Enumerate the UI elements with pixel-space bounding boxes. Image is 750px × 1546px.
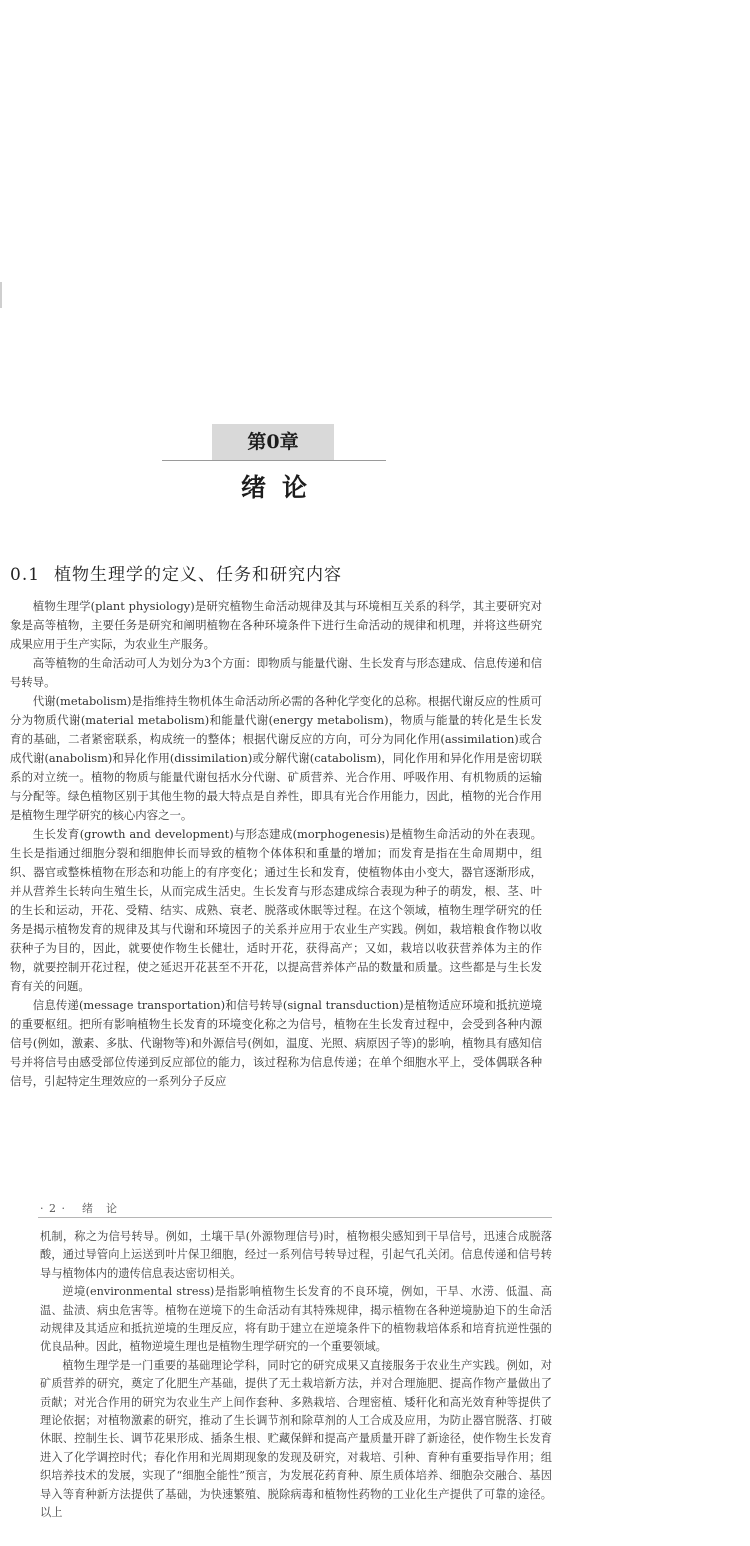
paragraph-signal-transduction: 信息传递(message transportation)和信号转导(signal transduction)是植物适应环境和抵抗逆境的重要枢纽。把所有影响植物生长发育的环境变化称之为信号，植物在生长发育过程中，会受到各种内源信号(例如，激素、多肽、代谢物等)和外源信号(例如，温度、光照、病原因子等)的影响，植物具有感知信号并将信号由感受部位传递到反应部位的能力，该过程称为信息传递；在单个细胞水平上，受体偶联各种信号，引起特定生理效应的一系列分子反应: [10, 998, 542, 1088]
paragraph-stress: 逆境(environmental stress)是指影响植物生长发育的不良环境，例如，干旱、水涝、低温、高温、盐渍、病虫危害等。植物在逆境下的生命活动有其特殊规律，揭示植物在各种逆境胁迫下的生命活动规律及其适应和抵抗逆境的生理反应，将有助于建立在逆境条件下的植物栽培体系和培育抗逆性强的优良品种。因此，植物逆境生理也是植物生理学研究的一个重要领域。: [40, 1285, 552, 1354]
paragraph-metabolism: 代谢(metabolism)是指维持生物机体生命活动所必需的各种化学变化的总称。根据代谢反应的性质可分为物质代谢(material metabolism)和能量代谢(energy metabolism)，物质与能量的转化是生长发育的基础，二者紧密联系，构成统一的整体；根据代谢反应的方向，可分为同化作用(assimilation)或合成代谢(anabolism)和异化作用(dissimilation)或分解代谢(catabolism)，同化作用和异化作用是密切联系的对立统一。植物的物质与能量代谢包括水分代谢、矿质营养、光合作用、呼吸作用、有机物质的运输与分配等。绿色植物区别于其他生物的最大特点是自养性，即具有光合作用能力，因此，植物的光合作用是植物生理学研究的核心内容之一。: [10, 694, 542, 822]
running-head-title: 绪 论: [82, 1202, 118, 1215]
section-heading: [10, 560, 342, 585]
running-head-rule: [38, 1217, 552, 1218]
paragraph-three-aspects: 高等植物的生命活动可人为划分为3个方面：即物质与能量代谢、生长发育与形态建成、信息传递和信号转导。: [10, 656, 542, 689]
paragraph-definition: 植物生理学(plant physiology)是研究植物生命活动规律及其与环境相互关系的科学，其主要研究对象是高等植物，主要任务是研究和阐明植物在各种环境条件下进行生命活动的规律和机理，并将这些研究成果应用于生产实际，为农业生产服务。: [10, 599, 542, 651]
page-number: · 2 ·: [40, 1202, 66, 1215]
chapter-title: 绪论: [240, 473, 323, 502]
paragraph-growth-development: 生长发育(growth and development)与形态建成(morphogenesis)是植物生命活动的外在表现。生长是指通过细胞分裂和细胞伸长而导致的植物个体体积和重量的增加；而发育是指在生命周期中，组织、器官或整株植物在形态和功能上的有序变化；通过生长和发育，使植物体由小变大，器官逐渐形成，并从营养生长转向生殖生长，从而完成生活史。生长发育与形态建成综合表现为种子的萌发，根、茎、叶的生长和运动，开花、受精、结实、成熟、衰老、脱落或休眠等过程。在这个领域，植物生理学研究的任务是揭示植物发育的规律及其与代谢和环境因子的关系并应用于农业生产实践。例如，栽培粮食作物以收获种子为目的，因此，就要使作物生长健壮，适时开花，获得高产；又如，栽培以收获营养体为主的作物，就要控制开花过程，使之延迟开花甚至不开花，以提高营养体产品的数量和质量。这些都是与生长发育有关的问题。: [10, 827, 542, 993]
section-title: 植物生理学的定义、任务和研究内容: [54, 565, 343, 585]
chapter-rule: [162, 460, 386, 461]
page-edge-mark: [0, 282, 2, 308]
paragraph-applications: 植物生理学是一门重要的基础理论学科，同时它的研究成果又直接服务于农业生产实践。例如，对矿质营养的研究，奠定了化肥生产基础，提供了无土栽培新方法，并对合理施肥、提高作物产量做出了贡献；对光合作用的研究为农业生产上间作套种、多熟栽培、合理密植、矮秆化和高光效育种等提供了理论依据；对植物激素的研究，推动了生长调节剂和除草剂的人工合成及应用，为防止器官脱落、打破休眠、控制生长、调节花果形成、插条生根、贮藏保鲜和提高产量质量开辟了新途径，使作物生长发育进入了化学调控时代；春化作用和光周期现象的发现及研究，对栽培、引种、育种有重要指导作用；组织培养技术的发展，实现了“细胞全能性”预言，为发展花药育种、原生质体培养、细胞杂交融合、基因导入等育种新方法提供了基础，为快速繁殖、脱除病毒和植物性药物的工业化生产提供了可靠的途径。以上: [40, 1358, 552, 1520]
page-1-body: [10, 597, 542, 1091]
page-2-body: [40, 1228, 552, 1523]
chapter-label: 第0章: [212, 424, 334, 460]
running-head: [40, 1200, 118, 1216]
paragraph-continuation: 机制，称之为信号转导。例如，土壤干旱(外源物理信号)时，植物根尖感知到干旱信号，迅速合成脱落酸，通过导管向上运送到叶片保卫细胞，经过一系列信号转导过程，引起气孔关闭。信息传递和信号转导与植物体内的遗传信息表达密切相关。: [40, 1230, 552, 1280]
section-number: 0.1: [10, 565, 41, 585]
